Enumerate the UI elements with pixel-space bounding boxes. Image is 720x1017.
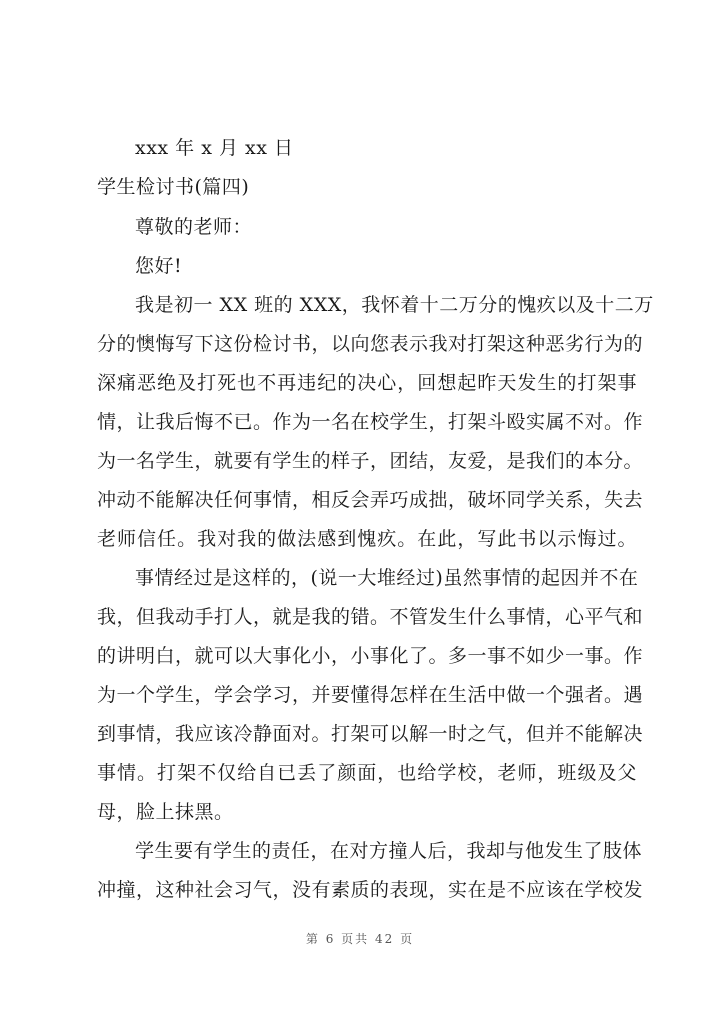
paragraph-line: 到事情，我应该冷静面对。打架可以解一时之气，但并不能解决 (97, 723, 644, 745)
page-footer: 第 6 页共 42 页 (305, 932, 415, 946)
paragraph-line: 冲撞，这种社会习气，没有素质的表现，实在是不应该在学校发 (97, 879, 644, 901)
document-title: 学生检讨书(篇四) (97, 176, 250, 198)
paragraph-line: 事情。打架不仅给自已丢了颜面，也给学校，老师，班级及父 (97, 762, 637, 784)
date-line: xxx 年 x 月 xx 日 (135, 137, 294, 159)
paragraph-line: 我，但我动手打人，就是我的错。不管发生什么事情，心平气和 (97, 606, 644, 628)
paragraph-line: 学生要有学生的责任，在对方撞人后，我却与他发生了肢体 (135, 840, 643, 862)
paragraph-line: 为一个学生，学会学习，并要懂得怎样在生活中做一个强者。遇 (97, 684, 644, 706)
paragraph-line: 的讲明白，就可以大事化小，小事化了。多一事不如少一事。作 (97, 645, 644, 667)
paragraph-line: 事情经过是这样的，(说一大堆经过)虽然事情的起因并不在 (135, 567, 639, 589)
paragraph-line: 分的懊悔写下这份检讨书，以向您表示我对打架这种恶劣行为的 (97, 333, 644, 355)
paragraph-line: 深痛恶绝及打死也不再违纪的决心，回想起昨天发生的打架事 (97, 372, 637, 394)
paragraph-line: 冲动不能解决任何事情，相反会弄巧成拙，破坏同学关系，失去 (97, 489, 644, 511)
paragraph-line: 老师信任。我对我的做法感到愧疚。在此，写此书以示悔过。 (97, 528, 637, 550)
greeting: 您好! (135, 255, 183, 277)
paragraph-line: 为一名学生，就要有学生的样子，团结，友爱，是我们的本分。 (97, 450, 644, 472)
paragraph-line: 情，让我后悔不已。作为一名在校学生，打架斗殴实属不对。作 (97, 411, 644, 433)
paragraph-line: 我是初一 XX 班的 XXX，我怀着十二万分的愧疚以及十二万 (135, 294, 654, 316)
paragraph-line: 母，脸上抹黑。 (97, 801, 234, 823)
salutation: 尊敬的老师： (135, 216, 253, 238)
